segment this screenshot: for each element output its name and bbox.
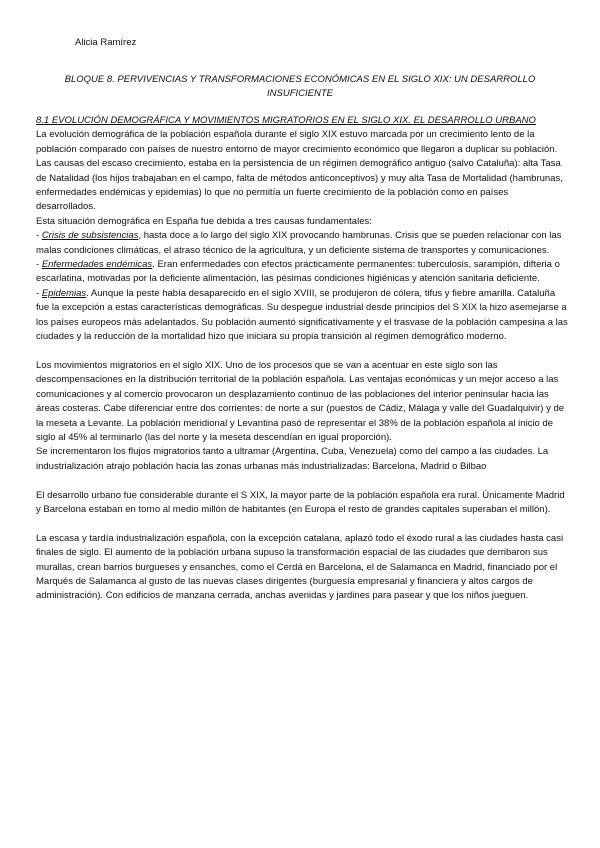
cause-subsistence-text: , hasta doce a lo largo del siglo XIX provocando hambrunas. Crisis que se pueden relacionar con las malas condiciones climáticas, el atraso técnico de la agricultura, y un deficiente sistema de transportes y comunicaciones. — [36, 230, 562, 256]
list-item-subsistence-crisis: - Crisis de subsistencias, hasta doce a lo largo del siglo XIX provocando hambrunas. Crisis que se pueden relacionar con las malas condiciones climáticas, el atraso técnico de la agricultura, y un deficiente sistema de transportes y comunicaciones. — [36, 230, 562, 256]
author-name: Alicia Ramírez — [75, 37, 137, 48]
paragraph-gap — [36, 474, 568, 488]
paragraph-three-causes-intro: Esta situación demográfica en España fue debida a tres causas fundamentales: — [36, 215, 372, 227]
cause-epidemics-text: . Aunque la peste había desaparecido en el siglo XVIII, se produjeron de cólera, tifus y fiebre amarilla. Cataluña fue la excepción a estas características demográficas. Su despegue industrial desde principios del S XIX la hizo asemejarse a los países europeos más adelantados. Su población aumentó significativamente y el trasvase de la población campesina a las ciudades y la reducción de la mortalidad hizo que iniciara su propia transición al régimen demográfico moderno. — [36, 287, 568, 343]
paragraph-causes: Las causas del escaso crecimiento, estaba en la persistencia de un régimen demográfico antiguo (salvo Cataluña): alta Tasa de Natalidad (los hijos trabajaban en el campo, falta de métodos anticonceptivos) y muy alta Tasa de Mortalidad (hambrunas, enfermedades endémicas y epidemias) lo que no permitía un fuerte crecimiento de la población como en países desarrollados. — [36, 158, 563, 213]
list-item-endemic-diseases: - Enfermedades endémicas. Eran enfermedades con efectos prácticamente permanentes: tuberculosis, sarampión, difteria o escarlatina, motivadas por la deficiente alimentación, las pésimas condiciones higiénicas y atención sanitaria deficiente. — [36, 259, 560, 285]
paragraph-urban-development: El desarrollo urbano fue considerable durante el S XIX, la mayor parte de la población española era rural. Únicamente Madrid y Barcelona estaban en torno al medio millón de habitantes (en Europa el resto de grandes capitales superaban el millón). — [36, 489, 565, 515]
document-body — [36, 114, 568, 604]
term-subsistence-crisis: Crisis de subsistencias — [41, 230, 139, 242]
paragraph-gap — [36, 345, 568, 359]
term-endemic-diseases: Enfermedades endémicas — [41, 259, 153, 271]
list-item-epidemics: - Epidemias. Aunque la peste había desaparecido en el siglo XVIII, se produjeron de cólera, tifus y fiebre amarilla. Cataluña fue la excepción a estas características demográficas. Su despegue industrial desde principios del S XIX la hizo asemejarse a los países europeos más adelantados. Su población aumentó significativamente y el trasvase de la población campesina a las ciudades y la reducción de la mortalidad hizo que iniciara su propia transición al régimen demográfico moderno. — [36, 287, 568, 343]
paragraph-demographic-evolution: La evolución demográfica de la población española durante el siglo XIX estuvo marcada por un crecimiento lento de la población comparado con países de nuestro entorno de mayor crecimiento económico que llegaron a duplicar su población. — [36, 129, 558, 155]
term-epidemics: Epidemias — [41, 287, 87, 299]
paragraph-migrations: Los movimientos migratorios en el siglo XIX. Uno de los procesos que se van a acentuar en este siglo son las descompensaciones en la distribución territorial de la población española. Las ventajas económicas y un mejor acceso a las comunicaciones y al comercio provocaron un desplazamiento continuo de las poblaciones del interior peninsular hacia las áreas costeras. Cabe diferenciar entre dos corrientes: de norte a sur (puestos de Cádiz, Málaga y valle del Guadalquivir) y de la meseta a Levante. La población meridional y Levantina pasó de representar el 38% de la población española al inicio de siglo al 45% al terminarlo (las del norte y la meseta descendían en igual proporción). — [36, 359, 565, 443]
paragraph-industrialization: La escasa y tardía industrialización española, con la excepción catalana, aplazó todo el éxodo rural a las ciudades hasta casi finales de siglo. El aumento de la población urbana supuso la transformación espacial de las ciudades que derribaron sus murallas, crean barrios burgueses y ensanches, como el Cerdá en Barcelona, el de Salamanca en Madrid, financiado por el Marqués de Salamanca al gusto de las nuevas clases dirigentes (burguesía empresarial y financiera y altos cargos de administración). Con edificios de manzana cerrada, anchas avenidas y jardines para pasear y que los niños jueguen. — [36, 532, 564, 602]
paragraph-gap — [36, 517, 568, 531]
section-heading: 8.1 EVOLUCIÓN DEMOGRÁFICA Y MOVIMIENTOS MIGRATORIOS EN EL SIGLO XIX. EL DESARROLLO URBANO — [36, 115, 536, 126]
paragraph-migration-flows: Se incrementaron los flujos migratorios tanto a ultramar (Argentina, Cuba, Venezuela) como del campo a las ciudades. La industrialización atrajo población hacia las zonas urbanas más industrializadas: Barcelona, Madrid o Bilbao — [36, 446, 549, 472]
cause-endemic-text: . Eran enfermedades con efectos prácticamente permanentes: tuberculosis, sarampión, difteria o escarlatina, motivadas por la deficiente alimentación, las pésimas condiciones higiénicas y atención sanitaria deficiente. — [36, 259, 560, 285]
document-title: BLOQUE 8. PERVIVENCIAS Y TRANSFORMACIONES ECONÓMICAS EN EL SIGLO XIX: UN DESARROLLO INSUFICIENTE — [64, 74, 536, 99]
